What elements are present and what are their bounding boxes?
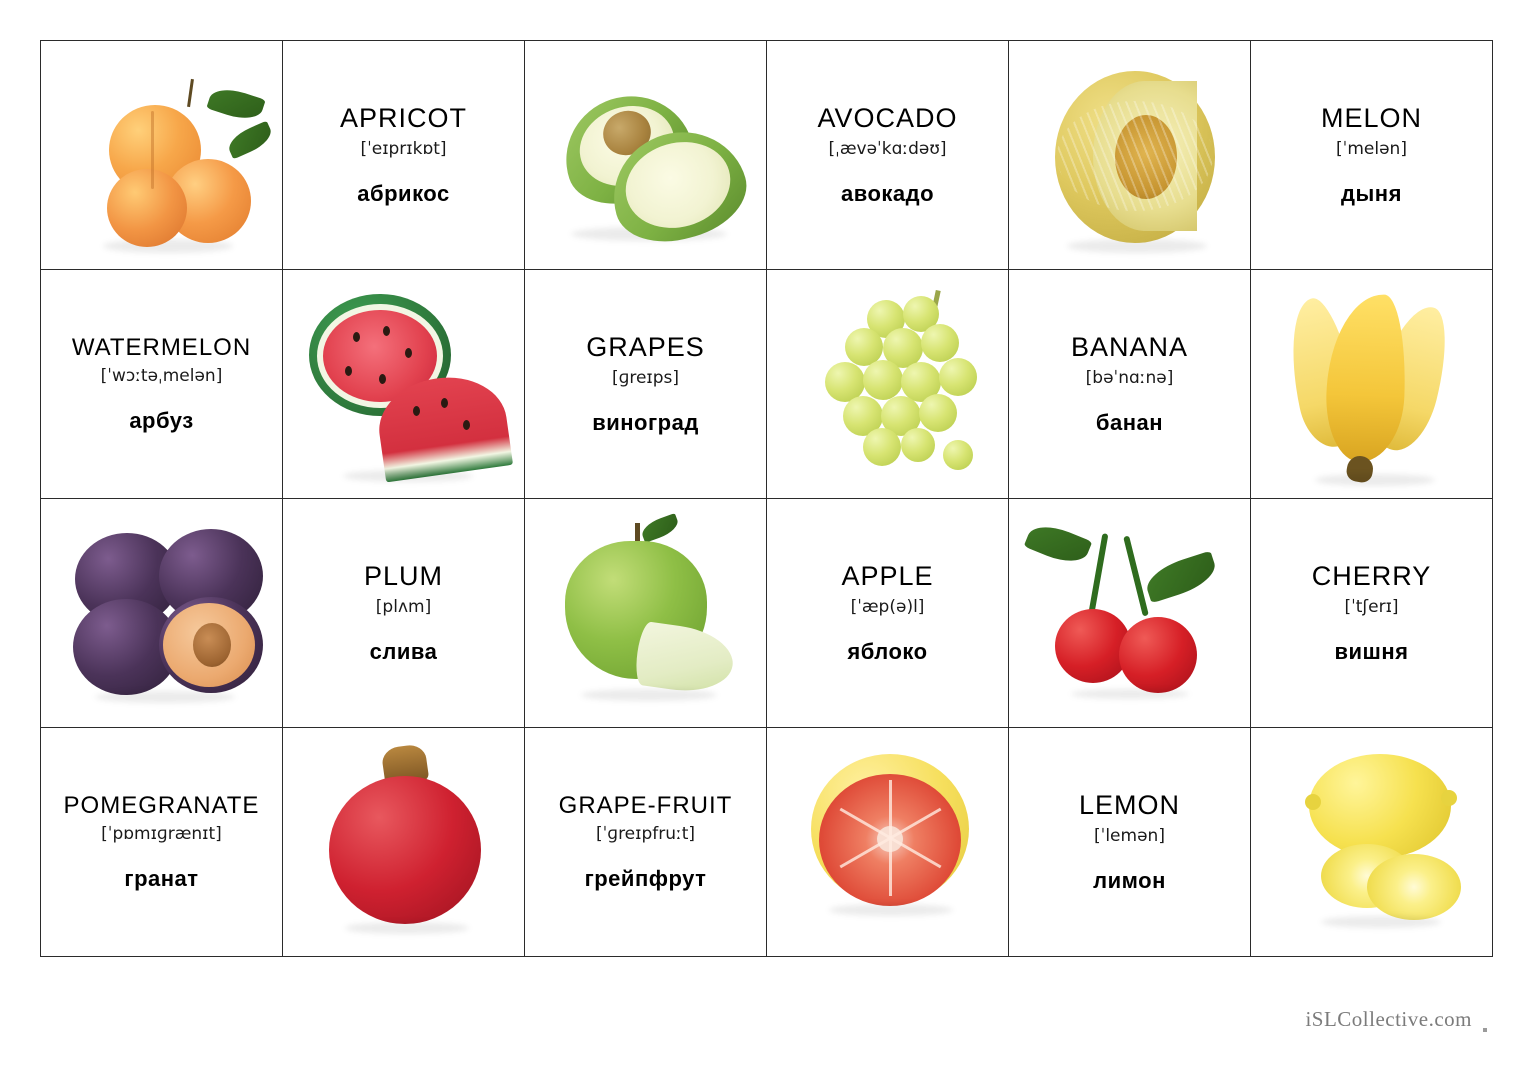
cell-pomegranate-word [41, 728, 283, 957]
word-ru: виноград [592, 409, 699, 435]
watermark-dot [1483, 1028, 1487, 1032]
cell-banana-word [1009, 270, 1251, 499]
word-ru: слива [369, 638, 438, 664]
word-ru: лимон [1093, 867, 1166, 893]
word-ru: вишня [1334, 638, 1409, 664]
cell-apricot-word [283, 41, 525, 270]
word-ru: авокадо [840, 180, 935, 206]
word-ru: банан [1095, 409, 1164, 435]
word-en: WATERMELON [71, 334, 252, 362]
word-ipa: [plʌm] [375, 596, 432, 617]
table-row [41, 499, 1493, 728]
word-ru: арбуз [129, 407, 194, 433]
word-ru: яблоко [847, 638, 928, 664]
cell-apple-image [525, 499, 767, 728]
word-ipa: [ˈeɪprɪkɒt] [360, 138, 447, 159]
word-en: MELON [1320, 103, 1423, 134]
pomegranate-image [283, 728, 524, 956]
word-ipa: [ˈtʃerɪ] [1344, 596, 1399, 617]
word-ru: грейпфрут [584, 865, 707, 891]
cell-cherry-word [1251, 499, 1493, 728]
cell-grapes-word [525, 270, 767, 499]
word-ipa: [ˈæp(ə)l] [850, 596, 925, 617]
word-ru: абрикос [357, 180, 450, 206]
cell-grapefruit-word [525, 728, 767, 957]
cell-watermelon-image [283, 270, 525, 499]
fruit-vocabulary-table [40, 40, 1493, 957]
cell-melon-image [1009, 41, 1251, 270]
table-row [41, 270, 1493, 499]
word-en: BANANA [1070, 332, 1189, 363]
table-row [41, 728, 1493, 957]
cell-grapes-image [767, 270, 1009, 499]
word-ipa: [ˈpɒmɪɡrænɪt] [101, 823, 222, 844]
cell-apricot-image [41, 41, 283, 270]
word-ipa: [ˈɡreɪpfruːt] [595, 823, 696, 844]
cell-plum-image [41, 499, 283, 728]
cell-cherry-image [1009, 499, 1251, 728]
banana-image [1251, 270, 1492, 498]
grapes-image [767, 270, 1008, 498]
word-en: APRICOT [339, 103, 467, 134]
word-ru: гранат [124, 865, 199, 891]
cell-grapefruit-image [767, 728, 1009, 957]
cell-melon-word [1251, 41, 1493, 270]
word-en: POMEGRANATE [63, 792, 260, 820]
cell-lemon-image [1251, 728, 1493, 957]
word-en: GRAPES [586, 332, 705, 363]
word-ipa: [ɡreɪps] [611, 367, 680, 388]
word-en: LEMON [1078, 790, 1181, 821]
apple-image [525, 499, 766, 727]
avocado-image [525, 41, 766, 269]
word-ipa: [ˈwɔːtəˌmelən] [100, 365, 223, 386]
watermelon-image [283, 270, 524, 498]
apricot-image [41, 41, 282, 269]
word-ipa: [ˈlemən] [1094, 825, 1165, 846]
table-row [41, 41, 1493, 270]
word-ru: дыня [1341, 180, 1402, 206]
cell-lemon-word [1009, 728, 1251, 957]
grapefruit-image [767, 728, 1008, 956]
plum-image [41, 499, 282, 727]
cell-watermelon-word [41, 270, 283, 499]
cell-pomegranate-image [283, 728, 525, 957]
word-en: APPLE [841, 561, 934, 592]
cell-apple-word [767, 499, 1009, 728]
cell-avocado-image [525, 41, 767, 270]
word-en: AVOCADO [817, 103, 958, 134]
cell-avocado-word [767, 41, 1009, 270]
cell-plum-word [283, 499, 525, 728]
melon-image [1009, 41, 1250, 269]
word-en: GRAPE-FRUIT [558, 792, 733, 820]
cherry-image [1009, 499, 1250, 727]
word-en: CHERRY [1311, 561, 1432, 592]
word-en: PLUM [363, 561, 443, 592]
lemon-image [1251, 728, 1492, 956]
watermark-text: iSLCollective.com [1305, 1007, 1472, 1031]
cell-banana-image [1251, 270, 1493, 499]
word-ipa: [bəˈnɑːnə] [1085, 367, 1174, 388]
word-ipa: [ˈmelən] [1336, 138, 1407, 159]
word-ipa: [ˌævəˈkɑːdəʊ] [828, 138, 947, 159]
